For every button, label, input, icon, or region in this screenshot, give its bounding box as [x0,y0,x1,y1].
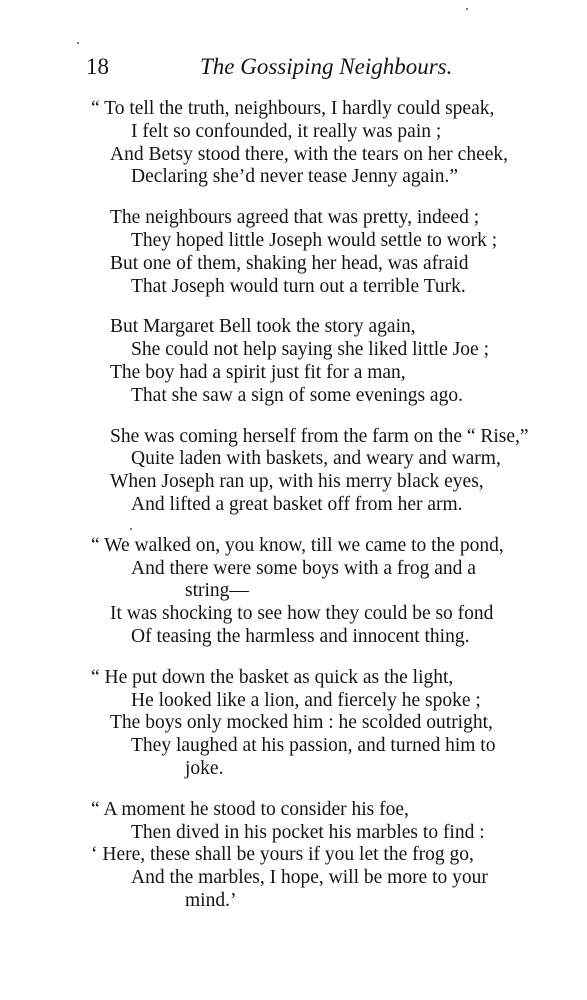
verse-line: That Joseph would turn out a terrible Turk. [131,275,466,297]
verse-line: The neighbours agreed that was pretty, indeed ; [110,207,480,229]
verse-line: They hoped little Joseph would settle to work ; [131,229,498,251]
verse-line: joke. [185,757,224,779]
verse-line: And the marbles, I hope, will be more to your [131,867,488,889]
verse-line: She could not help saying she liked little Joe ; [131,339,489,361]
verse-line: But one of them, shaking her head, was afraid [110,252,469,274]
running-title: The Gossiping Neighbours. [200,54,453,79]
poem-body [0,98,587,931]
verse-line: Quite laden with baskets, and weary and warm, [131,448,501,470]
stanza [0,799,587,913]
page-number: 18 [86,54,109,79]
verse-line: But Margaret Bell took the story again, [110,316,416,338]
verse-line: ‘ Here, these shall be yours if you let the frog go, [91,844,474,866]
verse-line: When Joseph ran up, with his merry black eyes, [110,471,484,493]
verse-line: And there were some boys with a frog and a [131,557,476,579]
verse-line: The boys only mocked him : he scolded outright, [110,712,493,734]
verse-line: She was coming herself from the farm on the “ Rise,” [110,425,529,447]
stanza [0,535,587,649]
verse-line: “ To tell the truth, neighbours, I hardly could speak, [91,98,495,119]
verse-line: Of teasing the harmless and innocent thing. [131,625,470,647]
verse-line: “ He put down the basket as quick as the light, [91,666,454,688]
paper-speck [130,528,132,530]
verse-line: mind.’ [185,889,237,911]
verse-line: “ A moment he stood to consider his foe, [91,798,409,820]
stanza [0,98,587,189]
stanza [0,207,587,298]
page-header [0,52,587,82]
verse-line: string— [185,580,249,602]
verse-line: And Betsy stood there, with the tears on her cheek, [110,143,509,165]
paper-speck [466,8,468,10]
verse-line: That she saw a sign of some evenings ago. [131,384,463,406]
verse-line: They laughed at his passion, and turned him to [131,735,496,757]
verse-line: Then dived in his pocket his marbles to find : [131,821,485,843]
verse-line: “ We walked on, you know, till we came to the pond, [91,534,504,556]
stanza [0,316,587,407]
paper-speck [77,42,79,44]
stanza [0,426,587,517]
stanza [0,667,587,781]
verse-line: Declaring she’d never tease Jenny again.” [131,166,459,188]
verse-line: I felt so confounded, it really was pain ; [131,120,442,142]
verse-line: It was shocking to see how they could be so fond [110,603,494,625]
verse-line: He looked like a lion, and fiercely he spoke ; [131,689,481,711]
verse-line: And lifted a great basket off from her arm. [131,493,463,515]
verse-line: The boy had a spirit just fit for a man, [110,361,406,383]
